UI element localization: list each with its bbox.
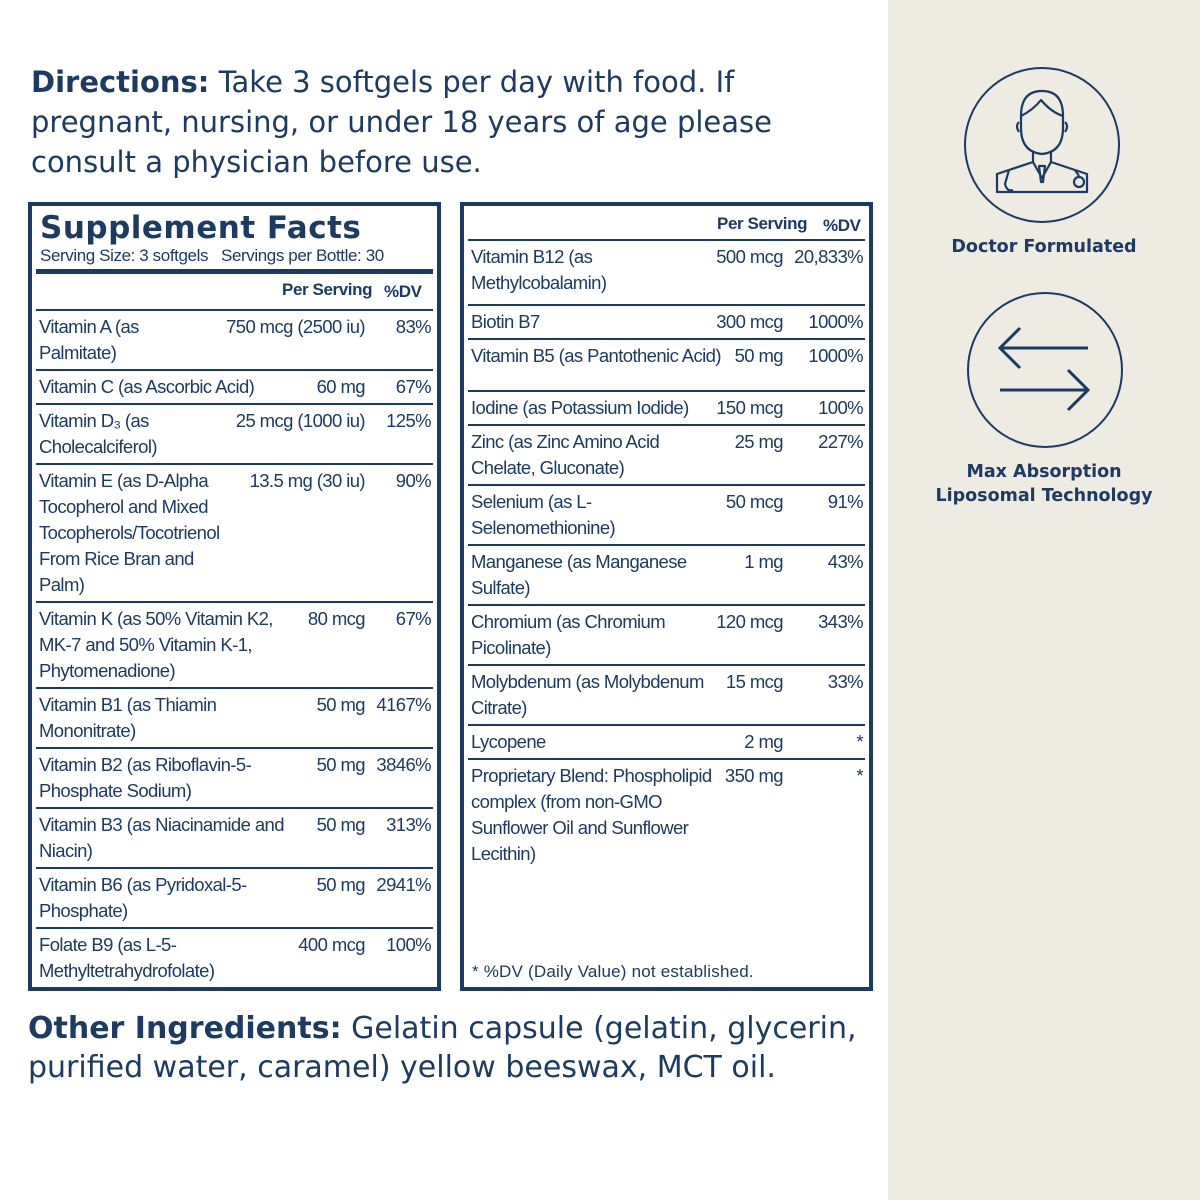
nutrient-name: Folate B9 (as L-5-Methyltetrahydrofolate) [39,934,215,981]
nutrient-amount: 350 mg [724,765,783,786]
nutrient-row [468,424,865,484]
nutrient-name: Vitamin C (as Ascorbic Acid) [39,376,255,397]
nutrient-amount: 1 mg [744,551,783,572]
exchange-arrows-icon [966,291,1124,449]
nutrient-dv: 67% [395,376,431,397]
nutrient-row [36,309,433,369]
nutrient-amount: 50 mg [316,814,365,835]
nutrient-dv: 91% [827,491,863,512]
nutrient-row [36,601,433,687]
nutrient-name: Molybdenum (as Molybdenum Citrate) [471,671,704,718]
nutrient-dv: 313% [386,814,431,835]
col-per-serving: Per Serving [717,214,808,233]
nutrient-row [36,747,433,807]
nutrient-amount: 15 mcg [725,671,783,692]
nutrient-name: Vitamin D₃ (as Cholecalciferol) [39,410,157,457]
nutrient-name: Vitamin B6 (as Pyridoxal-5-Phosphate) [39,874,247,921]
doctor-icon [963,66,1121,224]
nutrient-dv: 4167% [376,694,431,715]
nutrient-dv: 2941% [376,874,431,895]
nutrient-dv: 1000% [808,345,863,366]
supplement-facts-left [28,202,441,991]
nutrient-row [468,304,865,338]
supplement-facts [28,202,878,991]
nutrient-row [468,758,865,881]
nutrient-row [468,664,865,724]
nutrient-row [36,687,433,747]
nutrient-row [468,390,865,424]
nutrient-name: Biotin B7 [471,311,540,332]
nutrient-name: Selenium (as L-Selenomethionine) [471,491,616,538]
other-label: Other Ingredients: [28,1011,342,1046]
directions [28,62,878,182]
nutrient-dv: 33% [827,671,863,692]
nutrient-name: Vitamin K (as 50% Vitamin K2, MK-7 and 50% Vitamin K-1, Phytomenadione) [39,608,273,681]
other-ingredients [28,1009,878,1087]
nutrient-row [36,867,433,927]
other-text: Gelatin capsule (gelatin, glycerin, purified water, caramel) yellow beeswax, MCT oil. [28,1011,857,1085]
nutrient-dv: 100% [386,934,431,955]
nutrient-name: Vitamin E (as D-Alpha Tocopherol and Mixed Tocopherols/Tocotrienol From Rice Bran and Palm) [39,470,220,595]
main-content [28,62,878,1087]
nutrient-name: Zinc (as Zinc Amino Acid Chelate, Gluconate) [471,431,660,478]
nutrient-amount: 400 mcg [298,934,365,955]
nutrient-dv: 83% [395,316,431,337]
nutrient-amount: 300 mcg [716,311,783,332]
nutrient-amount: 50 mcg [725,491,783,512]
nutrient-name: Vitamin B12 (as Methylcobalamin) [471,246,607,293]
nutrient-dv: 100% [818,397,863,418]
directions-label: Directions: [31,65,210,99]
nutrient-name: Iodine (as Potassium Iodide) [471,397,689,418]
nutrient-dv: * [856,731,863,752]
nutrient-name: Lycopene [471,731,546,752]
nutrient-dv: 125% [386,410,431,431]
facts-rows-left [36,309,433,987]
nutrient-dv: 343% [818,611,863,632]
nutrient-name: Manganese (as Manganese Sulfate) [471,551,687,598]
nutrient-row [36,369,433,403]
nutrient-name: Vitamin B1 (as Thiamin Mononitrate) [39,694,217,741]
nutrient-amount: 50 mg [316,694,365,715]
nutrient-dv: 3846% [376,754,431,775]
nutrient-amount: 500 mcg [716,246,783,267]
nutrient-dv: 1000% [808,311,863,332]
nutrient-amount: 50 mg [734,345,783,366]
col-per-serving: Per Serving [282,280,373,299]
nutrient-dv: * [856,765,863,786]
nutrient-amount: 25 mcg (1000 iu) [235,410,365,431]
nutrient-row [468,544,865,604]
nutrient-amount: 60 mg [316,376,365,397]
nutrient-amount: 2 mg [744,731,783,752]
directions-text: Take 3 softgels per day with food. If pregnant, nursing, or under 18 years of age please consult a physician before use. [31,65,772,179]
nutrient-row [36,927,433,987]
facts-title: Supplement Facts [40,210,362,246]
nutrient-amount: 13.5 mg (30 iu) [249,470,365,491]
supplement-facts-right [460,202,873,991]
nutrient-name: Chromium (as Chromium Picolinate) [471,611,666,658]
nutrient-row [468,604,865,664]
nutrient-row [468,338,865,390]
badge-label-line2: Liposomal Technology [935,486,1153,506]
nutrient-row [36,403,433,463]
facts-rows-right [468,239,865,881]
nutrient-amount: 750 mcg (2500 iu) [226,316,365,337]
nutrient-name: Vitamin B3 (as Niacinamide and Niacin) [39,814,284,861]
nutrient-amount: 50 mg [316,754,365,775]
nutrient-row [36,463,433,601]
nutrient-row [468,484,865,544]
nutrient-dv: 227% [818,431,863,452]
nutrient-amount: 50 mg [316,874,365,895]
nutrient-dv: 20,833% [794,246,863,267]
nutrient-dv: 90% [395,470,431,491]
nutrient-dv: 43% [827,551,863,572]
badge-max-absorption [888,460,1200,508]
nutrient-amount: 120 mcg [716,611,783,632]
nutrient-row [468,239,865,304]
nutrient-name: Vitamin B5 (as Pantothenic Acid) [471,345,721,366]
nutrient-row [36,807,433,867]
badge-doctor-formulated: Doctor Formulated [951,237,1137,257]
nutrient-dv: 67% [395,608,431,629]
serving-info: Serving Size: 3 softgels Servings per Bottle: 30 [40,246,384,265]
nutrient-name: Vitamin B2 (as Riboflavin-5-Phosphate Sodium) [39,754,252,801]
col-dv: %DV [384,282,422,301]
nutrient-name: Vitamin A (as Palmitate) [39,316,139,363]
badge-label-line1: Max Absorption [966,462,1122,482]
footnote: * %DV (Daily Value) not established. [472,962,754,981]
col-dv: %DV [823,216,861,235]
nutrient-name: Proprietary Blend: Phospholipid complex (from non-GMO Sunflower Oil and Sunflower Lecithin) [471,765,712,864]
divider [36,269,433,274]
nutrient-amount: 150 mcg [716,397,783,418]
nutrient-row [468,724,865,758]
nutrient-amount: 25 mg [734,431,783,452]
nutrient-amount: 80 mcg [307,608,365,629]
